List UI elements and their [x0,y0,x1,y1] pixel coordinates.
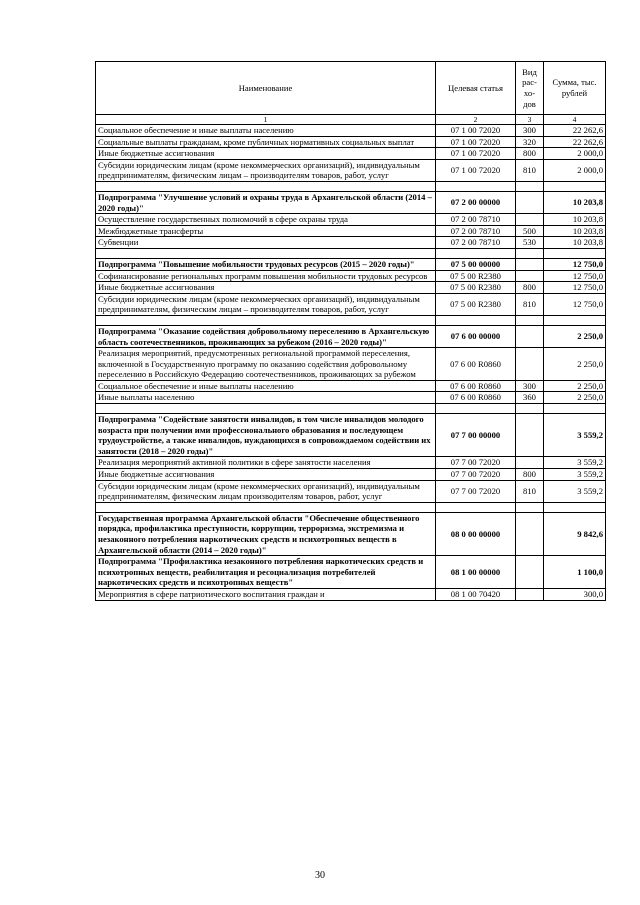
expense-type-cell: 500 [516,225,544,237]
name-cell: Осуществление государственных полномочий в сфере охраны труда [96,214,436,226]
expense-type-cell [516,191,544,213]
sum-cell: 2 250,0 [544,392,606,404]
column-number: 3 [516,115,544,125]
sum-cell: 12 750,0 [544,282,606,294]
sum-cell: 300,0 [544,588,606,600]
name-cell: Подпрограмма "Улучшение условий и охраны труда в Архангельской области (2014 – 2020 годы)" [96,191,436,213]
table-row [96,293,606,315]
sum-cell: 12 750,0 [544,258,606,270]
table-row [96,270,606,282]
program-row [96,191,606,213]
header-name: Наименование [96,62,436,115]
target-article-cell: 07 5 00 00000 [436,258,516,270]
empty-cell [516,502,544,512]
table-row [96,225,606,237]
expense-type-cell: 810 [516,159,544,181]
expense-type-cell [516,414,544,457]
expense-type-cell: 800 [516,148,544,160]
table-row [96,469,606,481]
target-article-cell: 08 1 00 70420 [436,588,516,600]
column-number: 4 [544,115,606,125]
sum-cell: 3 559,2 [544,414,606,457]
table-row [96,392,606,404]
name-cell: Субсидии юридическим лицам (кроме некоммерческих организаций), индивидуальным предпринимателям, физическим лицам – производителям товаров, работ, услуг [96,293,436,315]
target-article-cell: 07 5 00 R2380 [436,270,516,282]
empty-cell [516,181,544,191]
header-target-article: Целевая статья [436,62,516,115]
spacer-row [96,404,606,414]
sum-cell: 3 559,2 [544,469,606,481]
table-row [96,136,606,148]
target-article-cell: 07 1 00 72020 [436,159,516,181]
name-cell: Подпрограмма "Содействие занятости инвалидов, в том числе инвалидов молодого возраста при получении ими профессионального образования и последующем трудоустройстве, а также инвалидов, нуждающихся в сопровождаемом содействии их занятости (2018 – 2020 годы)" [96,414,436,457]
expense-type-cell: 300 [516,380,544,392]
table-row [96,588,606,600]
sum-cell: 12 750,0 [544,270,606,282]
target-article-cell: 07 5 00 R2380 [436,282,516,294]
target-article-cell: 07 6 00 00000 [436,325,516,347]
expense-type-cell [516,214,544,226]
sum-cell: 9 842,6 [544,512,606,555]
empty-cell [516,248,544,258]
target-article-cell: 07 5 00 R2380 [436,293,516,315]
empty-cell [516,404,544,414]
table-row [96,480,606,502]
empty-cell [544,248,606,258]
sum-cell: 3 559,2 [544,480,606,502]
name-cell: Подпрограмма "Повышение мобильности трудовых ресурсов (2015 – 2020 годы)" [96,258,436,270]
target-article-cell: 07 7 00 00000 [436,414,516,457]
sum-cell: 10 203,8 [544,214,606,226]
sum-cell: 22 262,6 [544,136,606,148]
empty-cell [544,404,606,414]
table-row [96,237,606,249]
name-cell: Иные бюджетные ассигнования [96,282,436,294]
expense-type-cell [516,588,544,600]
sum-cell: 10 203,8 [544,225,606,237]
target-article-cell: 07 2 00 78710 [436,225,516,237]
target-article-cell: 07 7 00 72020 [436,480,516,502]
target-article-cell: 07 2 00 00000 [436,191,516,213]
sum-cell: 2 250,0 [544,380,606,392]
target-article-cell: 07 6 00 R0860 [436,348,516,381]
column-number-row [96,115,606,125]
expense-type-cell [516,325,544,347]
expense-type-cell: 800 [516,469,544,481]
sum-cell: 2 000,0 [544,159,606,181]
spacer-row [96,248,606,258]
name-cell: Субсидии юридическим лицам (кроме некоммерческих организаций), индивидуальным предпринимателям, физическим лицам производителям товаров, работ, услуг [96,480,436,502]
column-number: 1 [96,115,436,125]
empty-cell [436,248,516,258]
expense-type-cell [516,556,544,589]
sum-cell: 12 750,0 [544,293,606,315]
empty-cell [544,502,606,512]
table-row [96,282,606,294]
target-article-cell: 08 1 00 00000 [436,556,516,589]
expense-type-cell: 320 [516,136,544,148]
name-cell: Мероприятия в сфере патриотического воспитания граждан и [96,588,436,600]
expense-type-cell [516,258,544,270]
empty-cell [96,404,436,414]
name-cell: Субвенции [96,237,436,249]
name-cell: Иные выплаты населению [96,392,436,404]
name-cell: Подпрограмма "Профилактика незаконного потребления наркотических средств и психотропных веществ, реабилитация и ресоциализация потребителей наркотических средств и психотропных веществ" [96,556,436,589]
target-article-cell: 07 2 00 78710 [436,237,516,249]
table-row [96,125,606,137]
empty-cell [516,315,544,325]
program-row [96,325,606,347]
empty-cell [436,315,516,325]
table-row [96,457,606,469]
empty-cell [436,404,516,414]
name-cell: Реализация мероприятий, предусмотренных региональной программой переселения, включенной в Государственную программу по оказанию содействия добровольному переселению в Российскую Федерацию соотечественников, проживающих за рубежом [96,348,436,381]
header-sum: Сумма, тыс. рублей [544,62,606,115]
name-cell: Межбюджетные трансферты [96,225,436,237]
name-cell: Социальное обеспечение и иные выплаты населению [96,125,436,137]
name-cell: Субсидии юридическим лицам (кроме некоммерческих организаций), индивидуальным предпринимателям, физическим лицам – производителям товаров, работ, услуг [96,159,436,181]
expense-type-cell: 810 [516,293,544,315]
sum-cell: 10 203,8 [544,191,606,213]
sum-cell: 3 559,2 [544,457,606,469]
target-article-cell: 07 1 00 72020 [436,125,516,137]
program-row [96,512,606,555]
target-article-cell: 07 1 00 72020 [436,148,516,160]
name-cell: Социальное обеспечение и иные выплаты населению [96,380,436,392]
expense-type-cell: 810 [516,480,544,502]
target-article-cell: 08 0 00 00000 [436,512,516,555]
target-article-cell: 07 7 00 72020 [436,469,516,481]
name-cell: Социальные выплаты гражданам, кроме публичных нормативных социальных выплат [96,136,436,148]
sum-cell: 22 262,6 [544,125,606,137]
header-expense-type: Вид рас-хо-дов [516,62,544,115]
table-row [96,148,606,160]
name-cell: Реализация мероприятий активной политики в сфере занятости населения [96,457,436,469]
target-article-cell: 07 1 00 72020 [436,136,516,148]
program-row [96,258,606,270]
empty-cell [96,181,436,191]
expense-type-cell [516,348,544,381]
empty-cell [544,315,606,325]
expense-type-cell [516,457,544,469]
table-header-row [96,62,606,115]
expense-type-cell: 530 [516,237,544,249]
table-row [96,380,606,392]
name-cell: Софинансирование региональных программ повышения мобильности трудовых ресурсов [96,270,436,282]
sum-cell: 10 203,8 [544,237,606,249]
target-article-cell: 07 6 00 R0860 [436,392,516,404]
table-row [96,159,606,181]
name-cell: Иные бюджетные ассигнования [96,469,436,481]
page-number: 30 [315,870,325,881]
empty-cell [436,502,516,512]
program-row [96,556,606,589]
empty-cell [544,181,606,191]
expense-type-cell: 800 [516,282,544,294]
sum-cell: 2 000,0 [544,148,606,160]
empty-cell [96,502,436,512]
target-article-cell: 07 7 00 72020 [436,457,516,469]
table-row [96,348,606,381]
table-body [96,125,606,601]
target-article-cell: 07 6 00 R0860 [436,380,516,392]
empty-cell [96,248,436,258]
expense-type-cell: 300 [516,125,544,137]
empty-cell [96,315,436,325]
sum-cell: 2 250,0 [544,348,606,381]
spacer-row [96,315,606,325]
budget-table [95,61,606,601]
table-row [96,214,606,226]
expense-type-cell: 360 [516,392,544,404]
program-row [96,414,606,457]
spacer-row [96,181,606,191]
sum-cell: 2 250,0 [544,325,606,347]
name-cell: Иные бюджетные ассигнования [96,148,436,160]
target-article-cell: 07 2 00 78710 [436,214,516,226]
expense-type-cell [516,270,544,282]
column-number: 2 [436,115,516,125]
sum-cell: 1 100,0 [544,556,606,589]
empty-cell [436,181,516,191]
name-cell: Подпрограмма "Оказание содействия добровольному переселению в Архангельскую область соотечественников, проживающих за рубежом (2016 – 2020 годы)" [96,325,436,347]
name-cell: Государственная программа Архангельской области "Обеспечение общественного порядка, профилактика преступности, коррупции, терроризма, экстремизма и незаконного потребления наркотических средств и психотропных веществ в Архангельской области (2014 – 2020 годы)" [96,512,436,555]
expense-type-cell [516,512,544,555]
spacer-row [96,502,606,512]
